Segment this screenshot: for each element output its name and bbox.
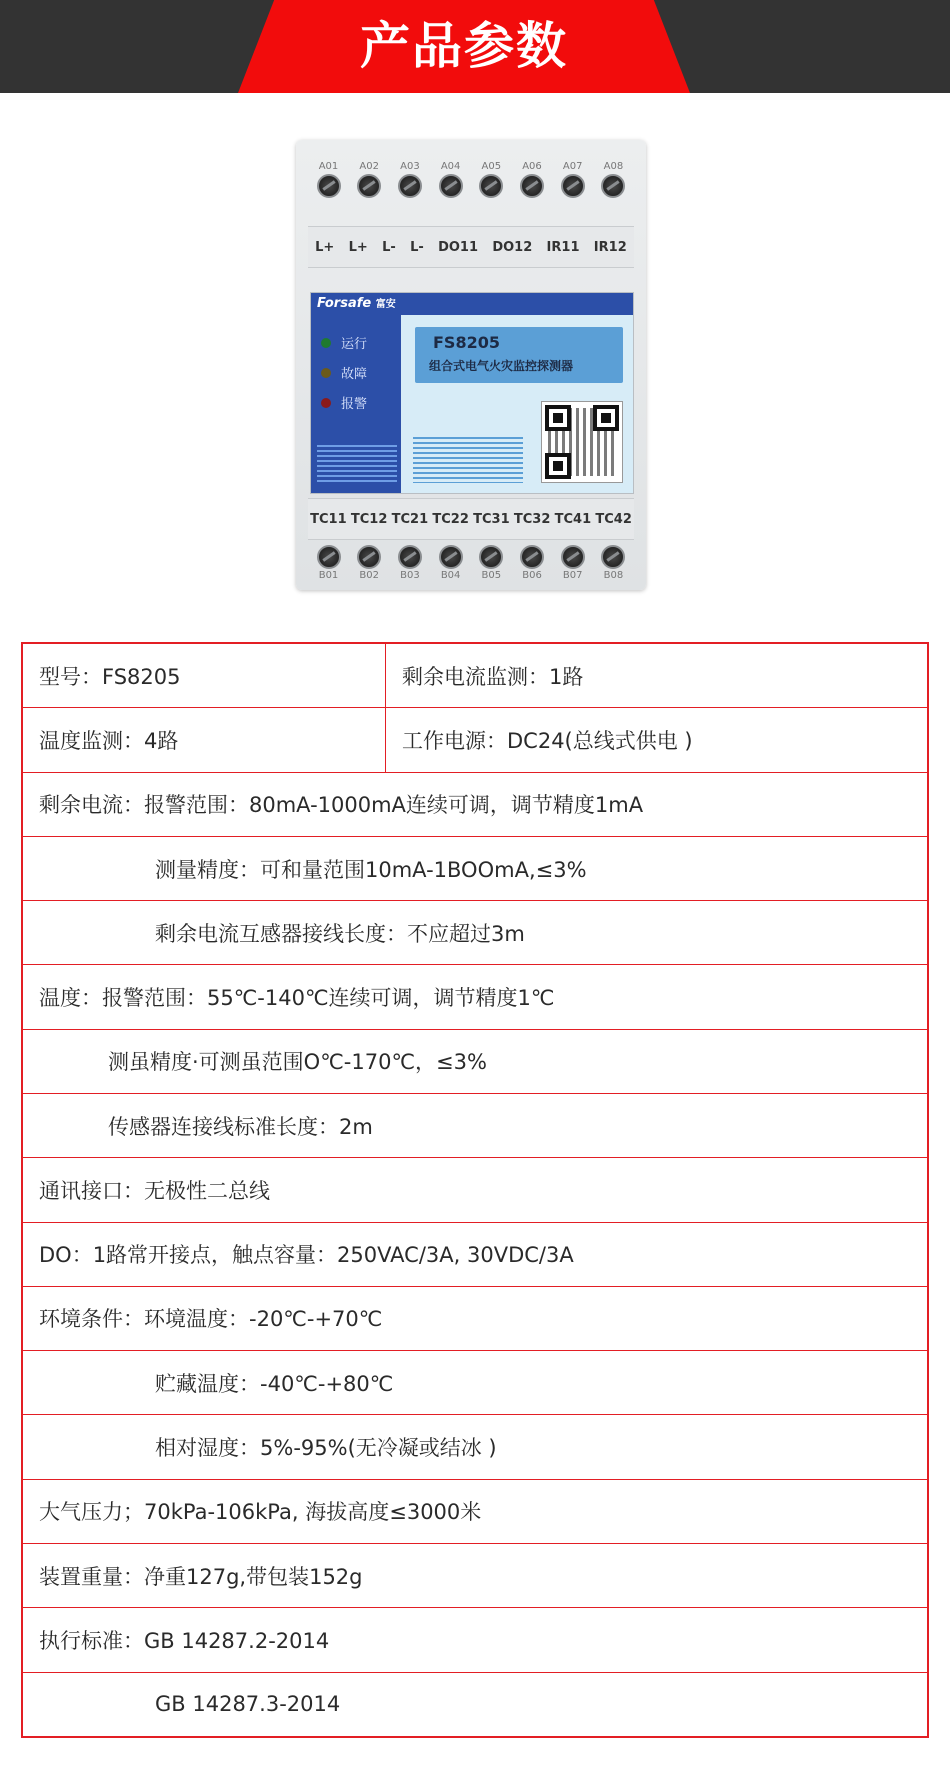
- screw-icon: [317, 174, 341, 198]
- led-fault: [321, 363, 367, 382]
- spec-cell: 执行标准：GB 14287.2-2014: [22, 1608, 928, 1672]
- pin-label: TC31: [473, 511, 510, 527]
- screw-icon: [398, 545, 422, 569]
- table-row: [22, 1672, 928, 1737]
- terminal-label: A02: [359, 161, 379, 172]
- pin-label: IR12: [593, 239, 627, 255]
- terminal: [554, 160, 591, 198]
- spec-cell: 传感器连接线标准长度：2m: [22, 1093, 928, 1157]
- spec-table: [21, 642, 929, 1738]
- spec-cell: 测量精度：可和量范围10mA-1BOOmA,≤3%: [22, 836, 928, 900]
- table-row: [22, 643, 928, 708]
- led-icon: [321, 398, 331, 408]
- screw-icon: [479, 545, 503, 569]
- pin-label: TC22: [432, 511, 469, 527]
- pin-label: DO12: [492, 239, 533, 255]
- pin-label: L+: [348, 239, 368, 255]
- spec-cell: 装置重量：净重127g,带包装152g: [22, 1543, 928, 1607]
- product-image: [296, 140, 646, 590]
- table-row: [22, 1351, 928, 1415]
- terminal-label: A04: [440, 161, 461, 172]
- bottom-label-strip: [308, 498, 634, 540]
- led-alarm: [321, 393, 367, 412]
- terminal: [554, 545, 591, 583]
- led-run: [321, 333, 367, 352]
- led-icon: [321, 368, 331, 378]
- screw-icon: [398, 174, 422, 198]
- table-row: [22, 1543, 928, 1607]
- terminal-label: A06: [522, 161, 542, 172]
- terminal-label: A03: [400, 161, 420, 172]
- decorative-stripes: [413, 437, 523, 483]
- table-row: [22, 1158, 928, 1222]
- pin-label: L-: [382, 239, 396, 255]
- spec-cell: 剩余电流监测：1路: [386, 643, 929, 708]
- brand-name: Forsafe: [317, 296, 372, 311]
- table-row: [22, 1222, 928, 1286]
- terminal-label: A05: [481, 161, 502, 172]
- spec-cell: 剩余电流互感器接线长度：不应超过3m: [22, 901, 928, 965]
- terminal: [514, 160, 551, 198]
- pin-label: TC41: [554, 511, 592, 527]
- spec-cell: 温度监测：4路: [22, 708, 386, 772]
- screw-icon: [601, 545, 625, 569]
- terminal-label: B08: [603, 570, 624, 581]
- table-row: [22, 901, 928, 965]
- terminal-label: B03: [400, 570, 420, 581]
- terminal: [473, 545, 510, 583]
- table-row: [22, 1029, 928, 1093]
- bottom-terminal-row: [310, 545, 632, 583]
- brand-bar: [311, 293, 633, 315]
- terminal: [391, 160, 428, 198]
- spec-cell: 环境条件：环境温度：-20℃-+70℃: [22, 1286, 928, 1350]
- terminal-label: A01: [318, 161, 339, 172]
- terminal: [391, 545, 428, 583]
- model-number: FS8205: [433, 333, 500, 352]
- indicator-panel: [311, 315, 401, 493]
- label-area: [401, 315, 633, 493]
- table-row: [22, 708, 928, 772]
- model-description: 组合式电气火灾监控探测器: [429, 359, 574, 373]
- screw-icon: [561, 545, 585, 569]
- spec-cell: 温度：报警范围：55℃-140℃连续可调，调节精度1℃: [22, 965, 928, 1029]
- terminal: [351, 160, 388, 198]
- spec-cell: 剩余电流：报警范围：80mA-1000mA连续可调，调节精度1mA: [22, 772, 928, 836]
- pin-label: IR11: [546, 239, 580, 255]
- table-row: [22, 965, 928, 1029]
- led-icon: [321, 338, 331, 348]
- led-label: 故障: [341, 367, 368, 382]
- table-row: [22, 836, 928, 900]
- spec-cell: 大气压力；70kPa-106kPa, 海拔高度≤3000米: [22, 1479, 928, 1543]
- pin-label: TC21: [391, 511, 429, 527]
- terminal-label: B07: [562, 570, 583, 581]
- page-header: [0, 0, 950, 93]
- spec-cell: 贮藏温度：-40℃-+80℃: [22, 1351, 928, 1415]
- spec-cell: GB 14287.3-2014: [22, 1672, 928, 1737]
- terminal-label: A08: [603, 161, 624, 172]
- terminal: [351, 545, 388, 583]
- screw-icon: [520, 545, 544, 569]
- table-row: [22, 1415, 928, 1479]
- screw-icon: [439, 545, 463, 569]
- terminal-label: B06: [522, 570, 542, 581]
- pin-label: TC11: [310, 511, 347, 527]
- table-row: [22, 1608, 928, 1672]
- spec-cell: 型号：FS8205: [22, 643, 386, 708]
- pin-label: L-: [410, 239, 424, 255]
- terminal: [514, 545, 551, 583]
- pin-label: TC42: [595, 511, 632, 527]
- spec-cell: 相对湿度：5%-95%(无冷凝或结冰 ): [22, 1415, 928, 1479]
- decorative-stripes: [317, 445, 397, 485]
- terminal-label: B04: [440, 570, 461, 581]
- terminal: [595, 160, 632, 198]
- terminal: [595, 545, 632, 583]
- terminal: [432, 545, 469, 583]
- terminal: [310, 545, 347, 583]
- screw-icon: [357, 174, 381, 198]
- terminal-label: B02: [359, 570, 379, 581]
- page-title: 产品参数: [360, 17, 568, 75]
- terminal-label: B01: [318, 570, 339, 581]
- spec-cell: DO：1路常开接点，触点容量：250VAC/3A, 30VDC/3A: [22, 1222, 928, 1286]
- terminal-label: B05: [481, 570, 502, 581]
- brand-logo: [317, 295, 396, 311]
- screw-icon: [317, 545, 341, 569]
- table-row: [22, 1093, 928, 1157]
- brand-name-cn: 富安: [375, 299, 396, 310]
- qr-code-icon: [541, 401, 623, 483]
- led-label: 运行: [341, 337, 368, 352]
- model-box: [415, 327, 623, 383]
- screw-icon: [357, 545, 381, 569]
- top-label-strip: [308, 226, 634, 268]
- pin-label: DO11: [438, 239, 479, 255]
- table-row: [22, 1479, 928, 1543]
- terminal: [310, 160, 347, 198]
- detector-device: [296, 140, 646, 590]
- table-row: [22, 772, 928, 836]
- screw-icon: [439, 174, 463, 198]
- front-panel: [310, 292, 634, 494]
- spec-cell: 测虽精度·可测虽范围O℃-170℃，≤3%: [22, 1029, 928, 1093]
- screw-icon: [479, 174, 503, 198]
- screw-icon: [520, 174, 544, 198]
- led-label: 报警: [341, 397, 368, 412]
- screw-icon: [561, 174, 585, 198]
- terminal: [473, 160, 510, 198]
- spec-cell: 工作电源：DC24(总线式供电 ): [386, 708, 929, 772]
- pin-label: TC32: [513, 511, 551, 527]
- pin-label: L+: [315, 239, 335, 255]
- terminal-label: A07: [562, 161, 583, 172]
- terminal: [432, 160, 469, 198]
- pin-label: TC12: [350, 511, 388, 527]
- screw-icon: [601, 174, 625, 198]
- table-row: [22, 1286, 928, 1350]
- spec-cell: 通讯接口：无极性二总线: [22, 1158, 928, 1222]
- top-terminal-row: [310, 160, 632, 198]
